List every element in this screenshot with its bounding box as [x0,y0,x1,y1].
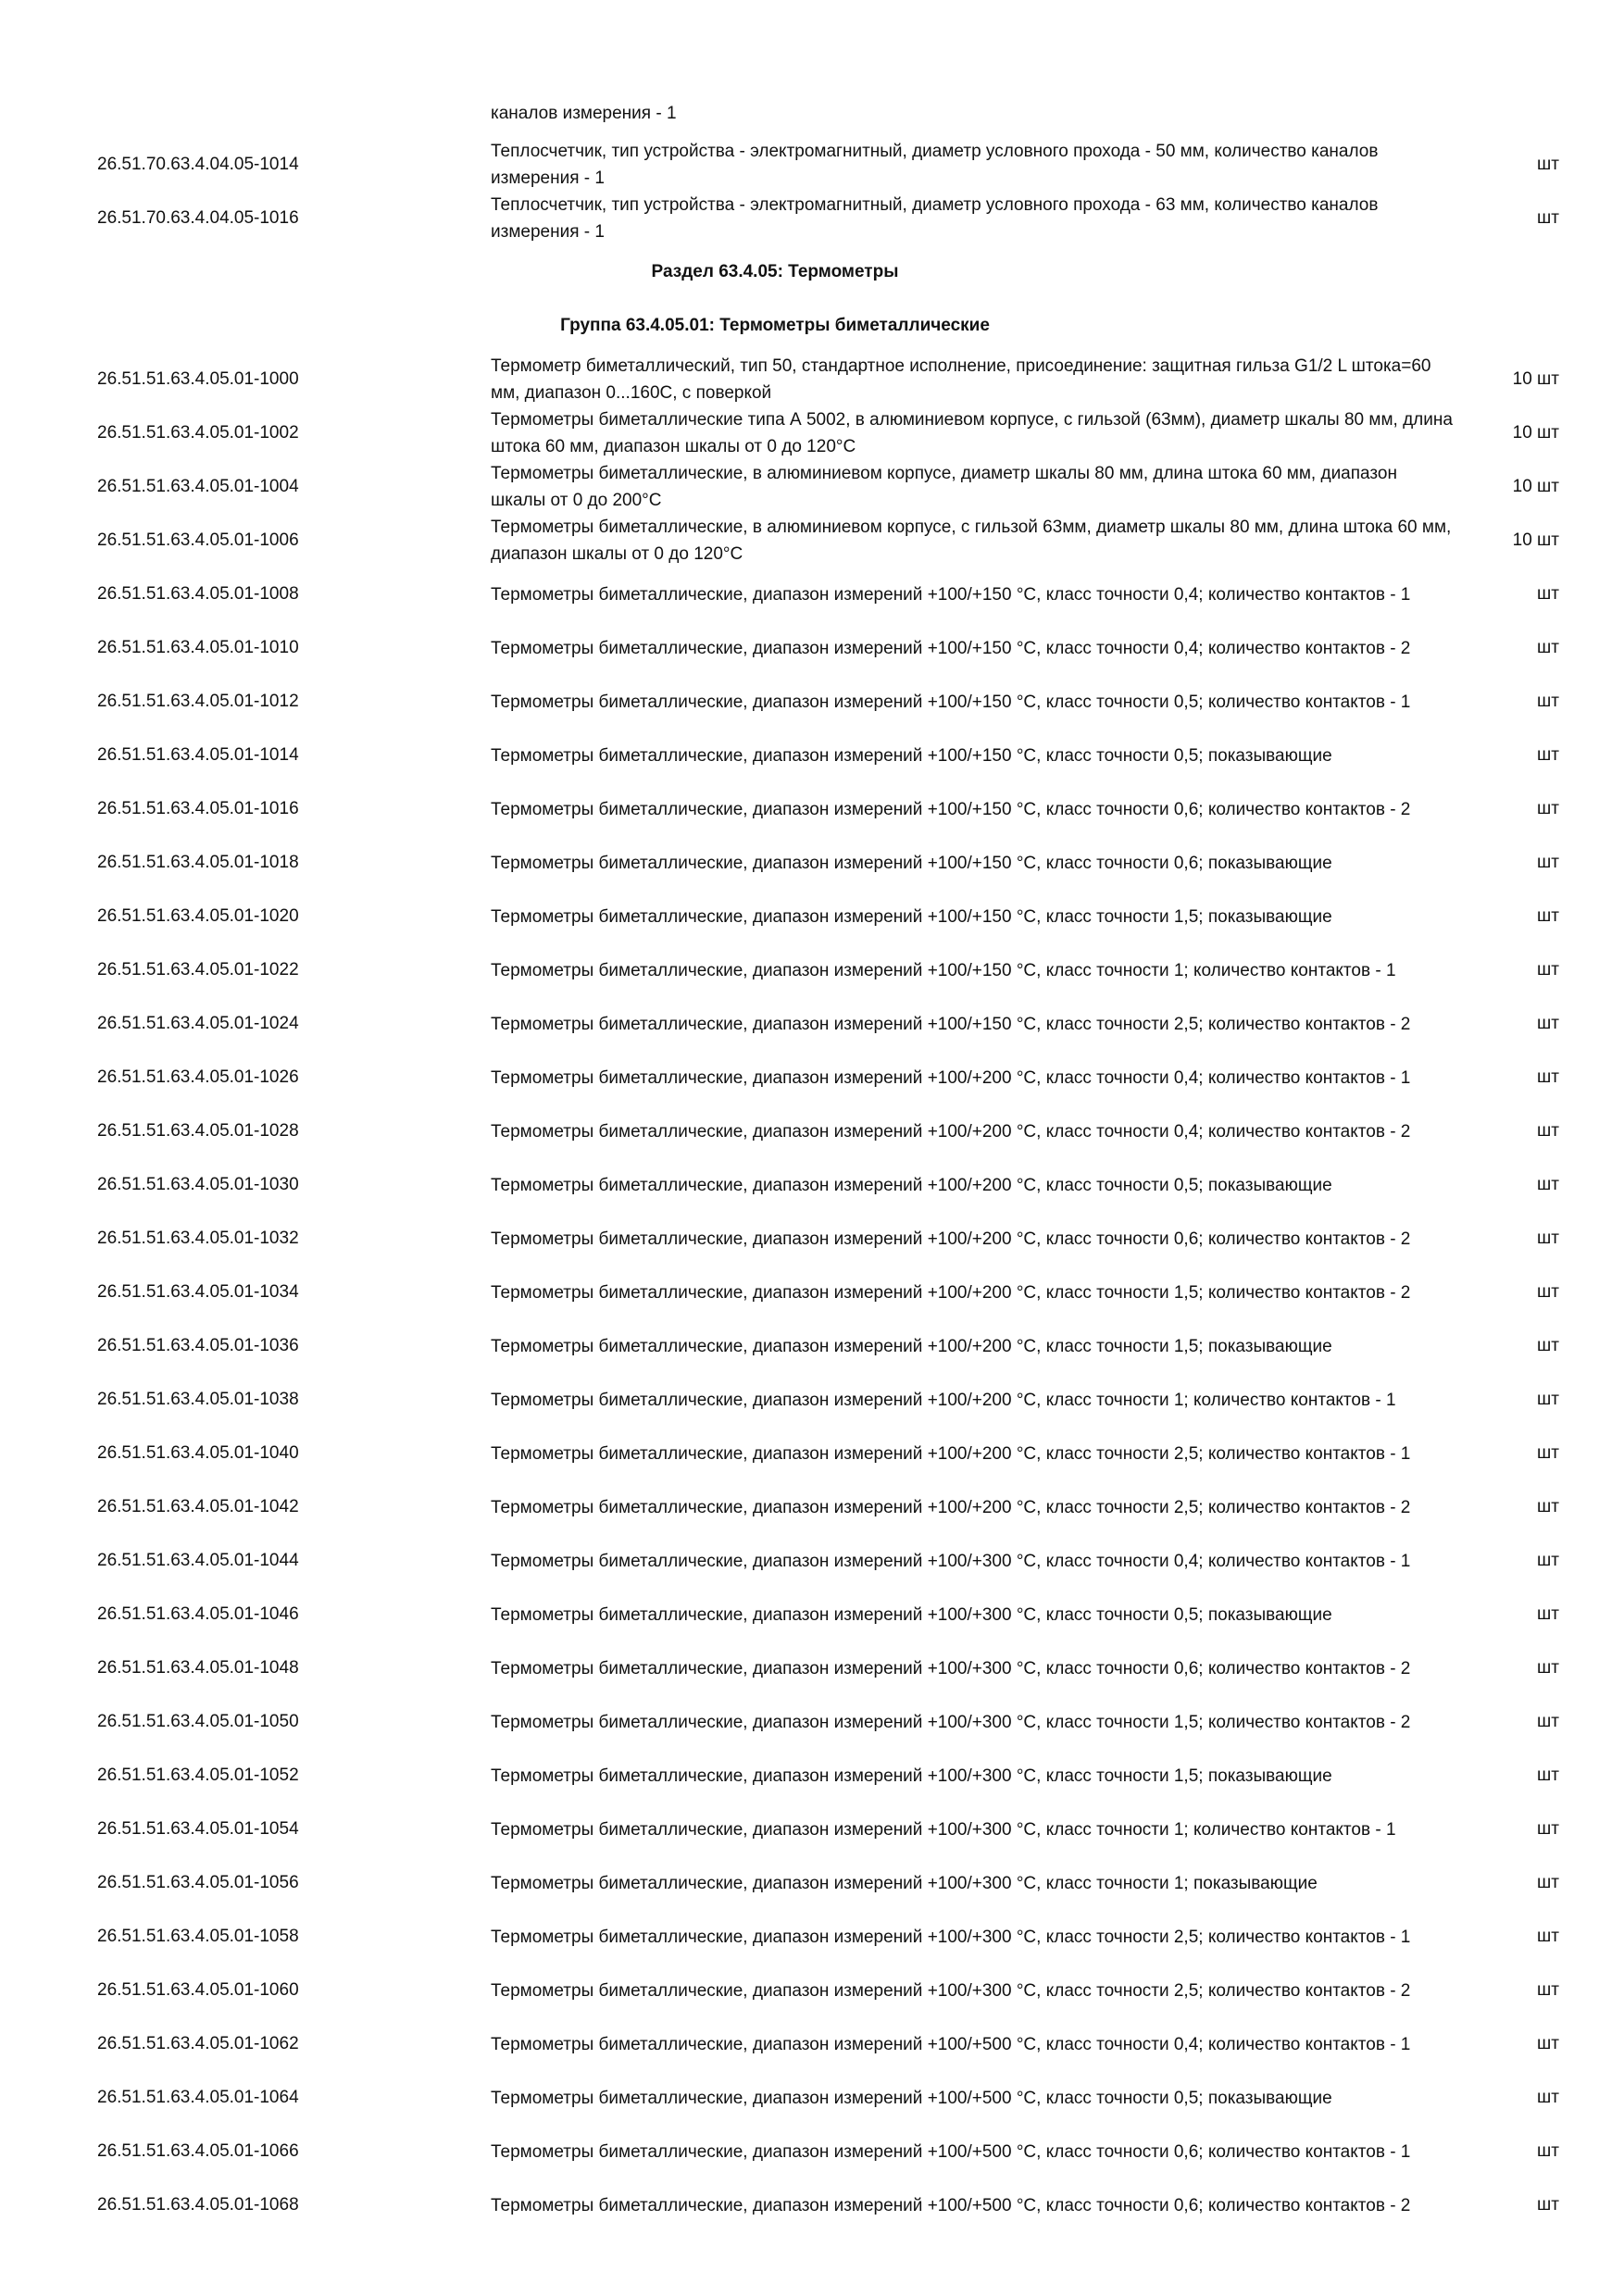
item-unit: шт [1537,2141,1559,2161]
item-unit: шт [1537,1980,1559,2000]
table-row [0,997,1624,1051]
item-unit: шт [1537,1121,1559,1141]
item-description: Термометры биметаллические, диапазон измерений +100/+150 °С, класс точности 0,5; показывающие [491,745,1332,766]
item-unit: шт [1537,155,1559,174]
item-unit: шт [1537,1712,1559,1731]
item-unit: шт [1537,2034,1559,2053]
item-unit: шт [1537,1443,1559,1463]
item-description: Термометры биметаллические, диапазон измерений +100/+300 °С, класс точности 0,6; количество контактов - 2 [491,1658,1411,1678]
item-unit: шт [1537,853,1559,872]
item-code: 26.51.51.63.4.05.01-1028 [97,1121,299,1141]
item-unit: шт [1537,1766,1559,1785]
item-code: 26.51.51.63.4.05.01-1042 [97,1497,299,1516]
item-code: 26.51.51.63.4.05.01-1032 [97,1229,299,1248]
item-code: 26.51.51.63.4.05.01-1048 [97,1658,299,1678]
item-description: Термометры биметаллические, диапазон измерений +100/+300 °С, класс точности 1,5; количество контактов - 2 [491,1712,1411,1732]
item-description: Термометры биметаллические, диапазон измерений +100/+200 °С, класс точности 0,4; количество контактов - 1 [491,1067,1411,1088]
item-code: 26.51.51.63.4.05.01-1060 [97,1980,299,2000]
item-code: 26.51.51.63.4.05.01-1026 [97,1067,299,1087]
table-row [0,2017,1624,2071]
table-row [0,1051,1624,1104]
item-description: Термометры биметаллические, диапазон измерений +100/+150 °С, класс точности 1,5; показывающие [491,906,1332,927]
item-description: Термометры биметаллические, диапазон измерений +100/+200 °С, класс точности 1,5; показывающие [491,1336,1332,1356]
item-code: 26.51.51.63.4.05.01-1004 [97,477,299,496]
item-description: Термометры биметаллические, в алюминиевом корпусе, с гильзой 63мм, диаметр шкалы 80 мм, длина штока 60 мм, диапазон шкалы от 0 до 120°С [491,518,1452,564]
item-code: 26.51.51.63.4.05.01-1006 [97,530,299,550]
item-unit: шт [1537,1819,1559,1839]
item-unit: 10 шт [1512,423,1559,443]
item-unit: шт [1537,745,1559,765]
item-code: 26.51.51.63.4.05.01-1010 [97,638,299,657]
table-row [0,2125,1624,2178]
item-description: Термометры биметаллические, диапазон измерений +100/+200 °С, класс точности 1; количество контактов - 1 [491,1390,1396,1410]
section-heading: Раздел 63.4.05: Термометры [651,262,899,281]
table-row [0,1534,1624,1588]
item-code: 26.51.51.63.4.05.01-1000 [97,369,299,389]
item-unit: шт [1537,1658,1559,1678]
table-row [0,1964,1624,2017]
item-description: Термометры биметаллические, диапазон измерений +100/+500 °С, класс точности 0,5; показывающие [491,2088,1332,2108]
item-code: 26.51.51.63.4.05.01-1014 [97,745,299,765]
table-row [0,192,1624,245]
item-description: Термометры биметаллические, диапазон измерений +100/+500 °С, класс точности 0,4; количество контактов - 1 [491,2034,1411,2054]
item-description: Теплосчетчик, тип устройства - электромагнитный, диаметр условного прохода - 63 мм, количество каналов измерения - 1 [491,195,1379,242]
item-code: 26.51.51.63.4.05.01-1002 [97,423,299,443]
item-code: 26.51.51.63.4.05.01-1064 [97,2088,299,2107]
item-unit: шт [1537,1497,1559,1516]
item-code: 26.51.51.63.4.05.01-1038 [97,1390,299,1409]
item-code: 26.51.51.63.4.05.01-1012 [97,692,299,711]
table-row [0,1695,1624,1749]
item-description: Термометры биметаллические, диапазон измерений +100/+500 °С, класс точности 0,6; количество контактов - 2 [491,2195,1411,2215]
item-description: Термометры биметаллические, диапазон измерений +100/+300 °С, класс точности 0,5; показывающие [491,1604,1332,1625]
group-heading: Группа 63.4.05.01: Термометры биметаллические [560,316,990,335]
item-code: 26.51.51.63.4.05.01-1016 [97,799,299,818]
item-unit: шт [1537,1014,1559,1033]
table-row [0,782,1624,836]
item-code: 26.51.51.63.4.05.01-1066 [97,2141,299,2161]
item-description: Термометры биметаллические, диапазон измерений +100/+150 °С, класс точности 0,4; количество контактов - 1 [491,584,1411,605]
item-code: 26.51.70.63.4.04.05-1016 [97,208,299,228]
table-row [0,943,1624,997]
table-row [0,1910,1624,1964]
table-row [0,890,1624,943]
item-code: 26.51.51.63.4.05.01-1062 [97,2034,299,2053]
table-row [0,1427,1624,1480]
item-code: 26.51.51.63.4.05.01-1046 [97,1604,299,1624]
item-unit: 10 шт [1512,530,1559,550]
item-description: Термометры биметаллические, диапазон измерений +100/+300 °С, класс точности 1; показывающие [491,1873,1318,1893]
item-unit: шт [1537,1604,1559,1624]
continuation-text: каналов измерения - 1 [491,104,677,123]
item-description: Термометры биметаллические, диапазон измерений +100/+200 °С, класс точности 0,4; количество контактов - 2 [491,1121,1411,1142]
item-code: 26.51.51.63.4.05.01-1068 [97,2195,299,2215]
item-code: 26.51.51.63.4.05.01-1040 [97,1443,299,1463]
item-description: Термометры биметаллические, диапазон измерений +100/+200 °С, класс точности 2,5; количество контактов - 2 [491,1497,1411,1517]
item-code: 26.51.51.63.4.05.01-1036 [97,1336,299,1355]
item-unit: шт [1537,1282,1559,1302]
item-code: 26.51.51.63.4.05.01-1034 [97,1282,299,1302]
table-row [0,138,1624,192]
table-row [0,621,1624,675]
item-unit: шт [1537,1927,1559,1946]
table-row [0,1373,1624,1427]
item-description: Термометры биметаллические, диапазон измерений +100/+300 °С, класс точности 2,5; количество контактов - 1 [491,1927,1411,1947]
table-row [0,1641,1624,1695]
item-description: Термометры биметаллические, диапазон измерений +100/+300 °С, класс точности 1,5; показывающие [491,1766,1332,1786]
item-code: 26.51.51.63.4.05.01-1008 [97,584,299,604]
item-unit: шт [1537,960,1559,980]
table-row [0,353,1624,406]
table-row [0,1749,1624,1803]
item-code: 26.51.51.63.4.05.01-1052 [97,1766,299,1785]
item-unit: шт [1537,1067,1559,1087]
table-row [0,568,1624,621]
item-description: Термометры биметаллические, диапазон измерений +100/+300 °С, класс точности 1; количество контактов - 1 [491,1819,1396,1840]
item-unit: шт [1537,638,1559,657]
item-code: 26.51.51.63.4.05.01-1054 [97,1819,299,1839]
item-description: Термометры биметаллические, в алюминиевом корпусе, диаметр шкалы 80 мм, длина штока 60 мм, диапазон шкалы от 0 до 200°С [491,464,1397,510]
item-unit: шт [1537,1390,1559,1409]
item-description: Термометры биметаллические, диапазон измерений +100/+150 °С, класс точности 2,5; количество контактов - 2 [491,1014,1411,1034]
price-list [0,138,1624,2232]
item-description: Термометры биметаллические, диапазон измерений +100/+150 °С, класс точности 0,4; количество контактов - 2 [491,638,1411,658]
item-description: Термометры биметаллические типа А 5002, в алюминиевом корпусе, с гильзой (63мм), диаметр шкалы 80 мм, длина штока 60 мм, диапазон шкалы от 0 до 120°С [491,410,1453,456]
table-row [0,1104,1624,1158]
item-unit: шт [1537,208,1559,228]
table-row [0,1480,1624,1534]
item-description: Термометры биметаллические, диапазон измерений +100/+200 °С, класс точности 1,5; количество контактов - 2 [491,1282,1411,1303]
item-code: 26.51.51.63.4.05.01-1058 [97,1927,299,1946]
item-description: Термометры биметаллические, диапазон измерений +100/+300 °С, класс точности 2,5; количество контактов - 2 [491,1980,1411,2001]
table-row [0,2178,1624,2232]
item-description: Термометры биметаллические, диапазон измерений +100/+150 °С, класс точности 0,5; количество контактов - 1 [491,692,1411,712]
item-code: 26.51.51.63.4.05.01-1056 [97,1873,299,1892]
item-description: Теплосчетчик, тип устройства - электромагнитный, диаметр условного прохода - 50 мм, количество каналов измерения - 1 [491,142,1379,188]
item-unit: шт [1537,1175,1559,1194]
item-description: Термометры биметаллические, диапазон измерений +100/+150 °С, класс точности 0,6; показывающие [491,853,1332,873]
item-unit: 10 шт [1512,477,1559,496]
table-row [0,729,1624,782]
item-code: 26.51.51.63.4.05.01-1050 [97,1712,299,1731]
item-unit: шт [1537,1229,1559,1248]
table-row [0,460,1624,514]
item-description: Термометры биметаллические, диапазон измерений +100/+150 °С, класс точности 1; количество контактов - 1 [491,960,1396,980]
item-unit: шт [1537,2195,1559,2215]
item-description: Термометры биметаллические, диапазон измерений +100/+200 °С, класс точности 0,5; показывающие [491,1175,1332,1195]
item-unit: шт [1537,1551,1559,1570]
table-row [0,1803,1624,1856]
item-code: 26.51.51.63.4.05.01-1018 [97,853,299,872]
table-row [0,675,1624,729]
item-unit: шт [1537,799,1559,818]
table-row [0,514,1624,568]
table-row [0,1588,1624,1641]
item-unit: шт [1537,692,1559,711]
item-description: Термометры биметаллические, диапазон измерений +100/+200 °С, класс точности 0,6; количество контактов - 2 [491,1229,1411,1249]
item-code: 26.51.51.63.4.05.01-1044 [97,1551,299,1570]
item-code: 26.51.51.63.4.05.01-1024 [97,1014,299,1033]
table-row [0,836,1624,890]
table-row [0,1856,1624,1910]
item-description: Термометр биметаллический, тип 50, стандартное исполнение, присоединение: защитная гильза G1/2 L штока=60 мм, диапазон 0...160С, с поверкой [491,356,1431,403]
item-description: Термометры биметаллические, диапазон измерений +100/+150 °С, класс точности 0,6; количество контактов - 2 [491,799,1411,819]
item-unit: 10 шт [1512,369,1559,389]
item-unit: шт [1537,906,1559,926]
item-description: Термометры биметаллические, диапазон измерений +100/+500 °С, класс точности 0,6; количество контактов - 1 [491,2141,1411,2162]
item-code: 26.51.51.63.4.05.01-1020 [97,906,299,926]
item-unit: шт [1537,1336,1559,1355]
group-rows [0,353,1624,2232]
item-description: Термометры биметаллические, диапазон измерений +100/+200 °С, класс точности 2,5; количество контактов - 1 [491,1443,1411,1464]
item-code: 26.51.51.63.4.05.01-1022 [97,960,299,980]
item-description: Термометры биметаллические, диапазон измерений +100/+300 °С, класс точности 0,4; количество контактов - 1 [491,1551,1411,1571]
item-unit: шт [1537,584,1559,604]
item-code: 26.51.51.63.4.05.01-1030 [97,1175,299,1194]
table-row [0,1158,1624,1212]
table-row [0,1266,1624,1319]
item-code: 26.51.70.63.4.04.05-1014 [97,155,299,174]
table-row [0,1319,1624,1373]
item-unit: шт [1537,2088,1559,2107]
table-row [0,2071,1624,2125]
table-row [0,406,1624,460]
item-unit: шт [1537,1873,1559,1892]
table-row [0,1212,1624,1266]
